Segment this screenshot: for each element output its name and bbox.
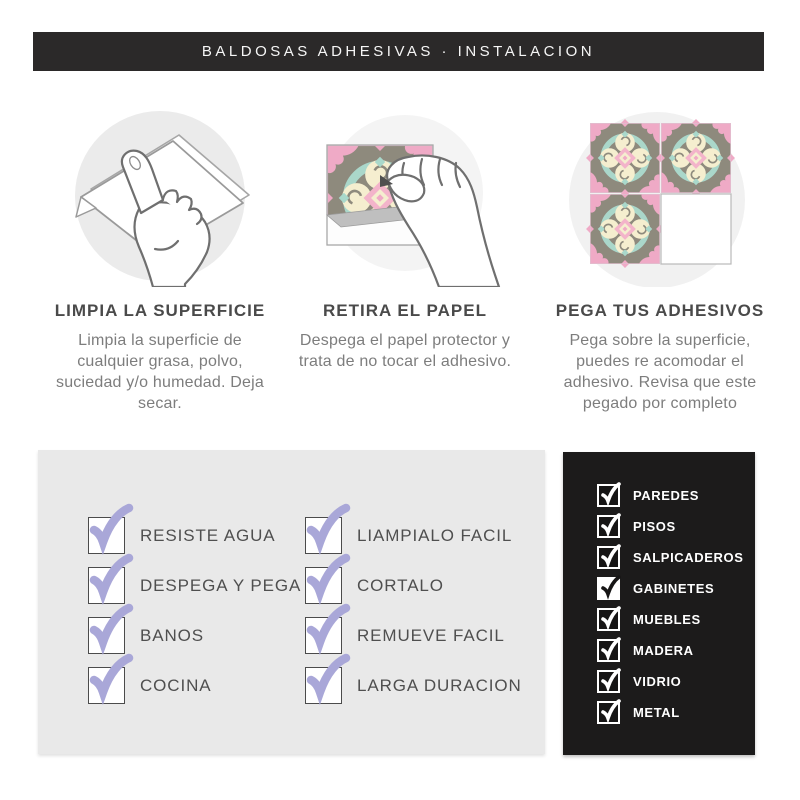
white-checkmark-icon xyxy=(599,699,621,723)
checkbox-checked xyxy=(88,667,125,704)
surface-label: METAL xyxy=(633,704,680,720)
white-checkmark-icon xyxy=(599,544,621,568)
surface-item-salpicaderos xyxy=(597,546,744,568)
surface-label: SALPICADEROS xyxy=(633,549,744,565)
surfaces-panel xyxy=(563,452,755,755)
surface-item-pisos xyxy=(597,515,744,537)
checkbox-checked xyxy=(597,639,620,662)
checkbox-checked xyxy=(597,608,620,631)
feature-item-cortalo xyxy=(305,567,522,604)
surface-label: VIDRIO xyxy=(633,673,682,689)
feature-item-banos xyxy=(88,617,305,654)
feature-label: BANOS xyxy=(140,625,205,645)
checkbox-checked xyxy=(597,515,620,538)
surface-item-madera xyxy=(597,639,744,661)
white-checkmark-icon xyxy=(599,637,621,661)
checkbox-checked xyxy=(88,567,125,604)
feature-label: COCINA xyxy=(140,675,212,695)
checkbox-checked xyxy=(597,484,620,507)
surface-item-vidrio xyxy=(597,670,744,692)
checkbox-checked xyxy=(305,667,342,704)
white-checkmark-icon xyxy=(599,668,621,692)
tile-grid-icon xyxy=(535,105,785,287)
checkbox-checked xyxy=(305,517,342,554)
purple-checkmark-icon xyxy=(304,505,350,549)
checkbox-checked xyxy=(597,546,620,569)
feature-item-remueve-facil xyxy=(305,617,522,654)
step-clean-surface xyxy=(35,105,285,414)
feature-label: LIAMPIALO FACIL xyxy=(357,525,513,545)
peel-backing-paper-icon xyxy=(280,105,530,287)
surface-item-metal xyxy=(597,701,744,723)
header-title: BALDOSAS ADHESIVAS · INSTALACION xyxy=(201,43,596,60)
checkbox-checked xyxy=(597,577,620,600)
feature-label: REMUEVE FACIL xyxy=(357,625,505,645)
checkbox-checked xyxy=(305,617,342,654)
purple-checkmark-icon xyxy=(87,505,133,549)
feature-item-cocina xyxy=(88,667,305,704)
surface-item-gabinetes xyxy=(597,577,744,599)
surface-label: PAREDES xyxy=(633,487,700,503)
checkbox-checked xyxy=(88,617,125,654)
feature-label: RESISTE AGUA xyxy=(140,525,276,545)
checkbox-checked xyxy=(88,517,125,554)
purple-checkmark-icon xyxy=(87,605,133,649)
white-checkmark-icon xyxy=(599,482,621,506)
purple-checkmark-icon xyxy=(87,555,133,599)
purple-checkmark-icon xyxy=(87,655,133,699)
white-checkmark-icon xyxy=(599,606,621,630)
feature-item-despega-y-pega xyxy=(88,567,305,604)
step-apply-tiles xyxy=(535,105,785,414)
feature-item-larga-duracion xyxy=(305,667,522,704)
step-description: Pega sobre la superficie, puedes re acomodar el adhesivo. Revisa que este pegado por completo xyxy=(563,332,757,413)
step-remove-paper xyxy=(280,105,530,372)
feature-label: LARGA DURACION xyxy=(357,675,522,695)
feature-label: CORTALO xyxy=(357,575,444,595)
features-checklist xyxy=(88,517,522,704)
purple-checkmark-icon xyxy=(304,555,350,599)
feature-item-liampialo-facil xyxy=(305,517,522,554)
surface-label: GABINETES xyxy=(633,580,715,596)
surface-label: PISOS xyxy=(633,518,676,534)
checkbox-checked xyxy=(597,670,620,693)
feature-label: DESPEGA Y PEGA xyxy=(140,575,302,595)
step-title: RETIRA EL PAPEL xyxy=(323,301,487,320)
surface-label: MUEBLES xyxy=(633,611,701,627)
feature-item-resiste-agua xyxy=(88,517,305,554)
surface-label: MADERA xyxy=(633,642,694,658)
surface-item-paredes xyxy=(597,484,744,506)
header-banner xyxy=(33,32,764,71)
features-panel xyxy=(38,450,545,754)
surfaces-checklist xyxy=(597,484,744,723)
hand-cleaning-surface-icon xyxy=(35,105,285,287)
checkbox-checked xyxy=(597,701,620,724)
white-checkmark-icon xyxy=(599,513,621,537)
purple-checkmark-icon xyxy=(304,655,350,699)
purple-checkmark-icon xyxy=(304,605,350,649)
step-description: Limpia la superficie de cualquier grasa, polvo, suciedad y/o humedad. Deja secar. xyxy=(56,332,264,413)
step-title: PEGA TUS ADHESIVOS xyxy=(555,301,765,320)
checkbox-checked xyxy=(305,567,342,604)
surface-item-muebles xyxy=(597,608,744,630)
black-checkmark-icon xyxy=(599,575,621,599)
step-description: Despega el papel protector y trata de no tocar el adhesivo. xyxy=(298,332,512,371)
step-title: LIMPIA LA SUPERFICIE xyxy=(54,301,266,320)
